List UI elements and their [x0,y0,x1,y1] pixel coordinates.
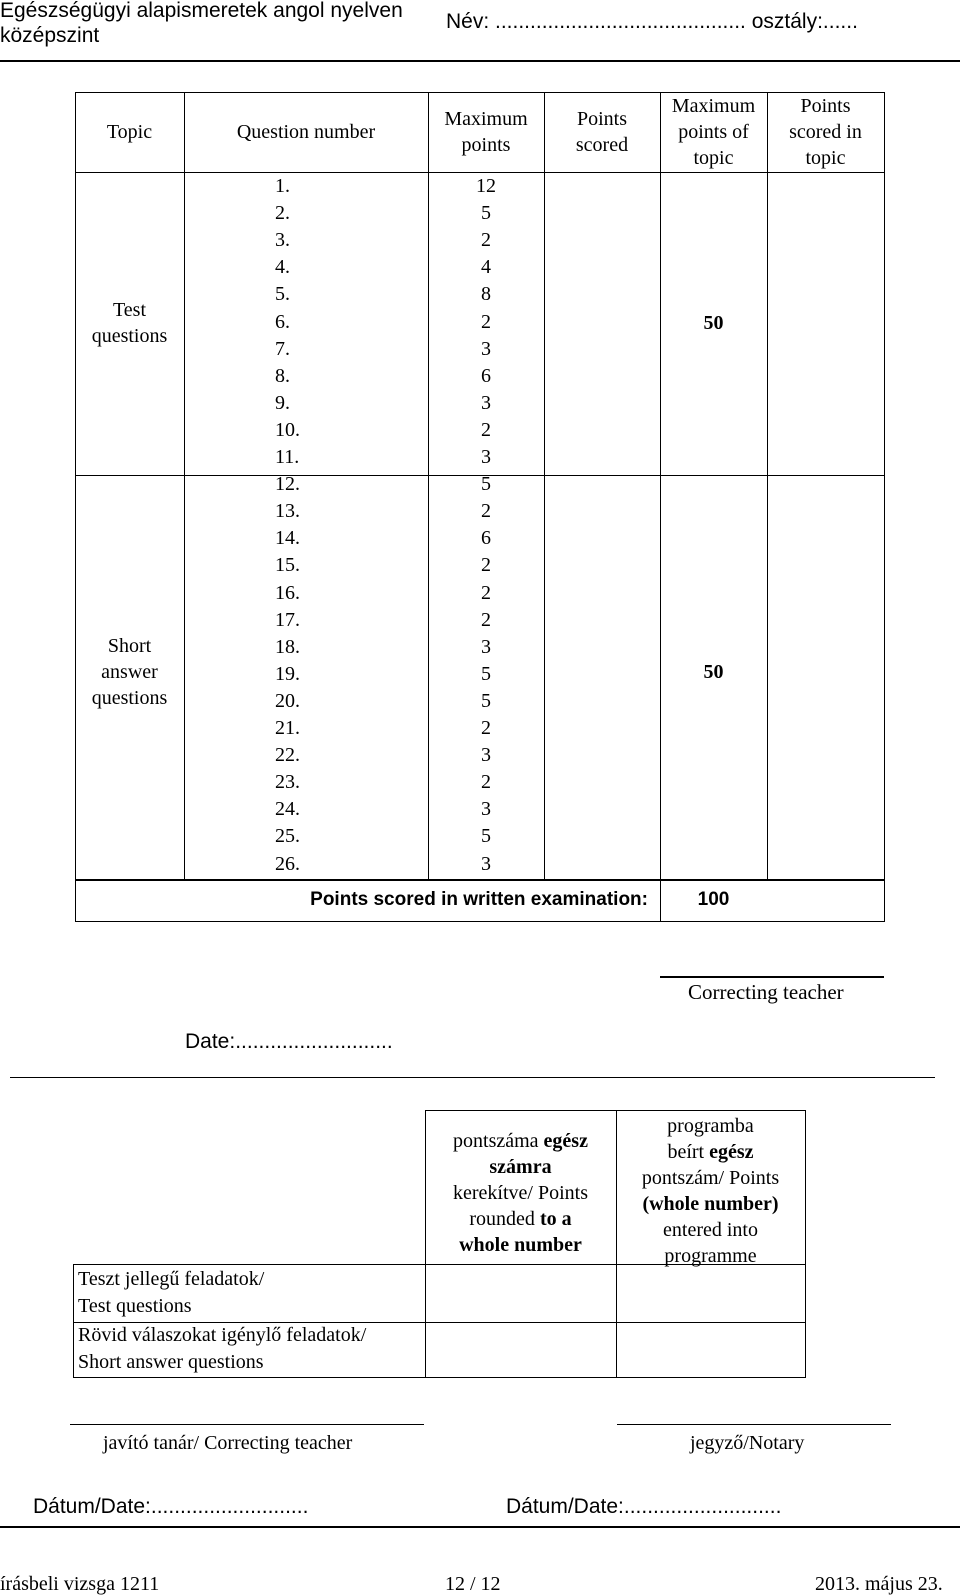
question-number: 22. [275,744,300,767]
question-number: 11. [275,446,300,468]
total-row-label [75,880,660,920]
question-number: 14. [275,527,300,550]
question-number: 6. [275,310,290,333]
header-text: egész [543,1130,588,1152]
teacher-signature-label: javító tanár/ Correcting teacher [103,1432,353,1454]
header-rule [0,60,960,62]
correcting-teacher-rule [660,976,884,978]
header-text: scored [575,134,629,156]
question-number: 13. [275,500,300,523]
header-text: beírt [667,1141,710,1163]
max-points-value: 12 [476,175,496,197]
table-border [425,1110,806,1111]
header-text: (whole number) [642,1193,779,1215]
table-border [73,1377,806,1378]
question-number: 20. [275,689,300,712]
max-points-value: 3 [481,337,491,360]
question-number: 9. [275,391,290,414]
topic-text: Short [107,635,152,657]
max-points-value: 3 [481,744,491,767]
max-points-value: 4 [481,256,491,279]
max-points-value: 2 [481,418,491,441]
table-border [75,921,885,922]
header-text: kerekítve/ Points [453,1182,588,1204]
max-points-value: 3 [481,391,491,414]
table-border [805,1110,806,1378]
header-text: Points [800,95,851,117]
header-text: topic [805,147,846,169]
notary-signature-line [617,1424,891,1425]
name-class-field: Név: ........................................... osztály:...... [446,10,858,33]
header-text: rounded [469,1208,540,1230]
notary-date-field: Dátum/Date:........................... [506,1495,782,1518]
header-points-scored [544,106,660,158]
programme-points-header [616,1113,805,1269]
question-number: 4. [275,256,290,279]
exam-title [0,0,403,48]
header-text: points [461,134,511,156]
max-points-value: 8 [481,283,491,306]
exam-title-line1: Egészségügyi alapismeretek angol nyelven [0,0,403,22]
table-border [767,92,768,880]
header-text: programme [664,1245,757,1267]
row-text: Teszt jellegű feladatok/ [78,1268,265,1290]
max-points-value: 2 [481,229,491,252]
max-points-value: 3 [481,798,491,821]
max-points-value: 3 [481,635,491,658]
header-text: Maximum [444,108,528,130]
table-border [184,92,185,880]
max-points-value: 6 [481,527,491,550]
question-number: 24. [275,798,300,821]
max-points-value: 6 [481,364,491,387]
grading-table [75,92,885,922]
date-field: Date:........................... [185,1030,393,1053]
topic-text: Test [112,299,147,321]
max-points-value: 2 [481,771,491,794]
header-maximum-points-topic [660,93,767,171]
teacher-signature-line [70,1424,424,1425]
max-points-value: 2 [481,554,491,577]
row-text: Short answer questions [78,1351,264,1373]
max-points-value: 5 [481,662,491,685]
topic-text: answer [101,661,158,683]
max-points-value: 2 [481,717,491,739]
footer-date: 2013. május 23. [815,1573,943,1595]
total-label: Points scored in written examination: [310,889,648,910]
rounded-points-header [425,1128,616,1258]
header-text: whole number [459,1234,582,1256]
question-number: 21. [275,717,300,739]
header-text: scored in [789,121,862,143]
table-border [75,92,76,880]
correcting-teacher-label: Correcting teacher [688,980,844,1004]
summary-row-short [78,1322,366,1376]
question-number: 25. [275,825,300,848]
header-maximum-points [428,106,544,158]
header-text: számra [489,1156,552,1178]
max-topic-short: 50 [703,661,724,683]
table-border [544,92,545,880]
question-number: 10. [275,418,300,441]
topic-text: questions [91,325,168,347]
max-points-value: 2 [481,581,491,604]
header-text: points of [678,121,749,143]
max-points-value: 2 [481,500,491,523]
question-number: 8. [275,364,290,387]
footer-exam-code: írásbeli vizsga 1211 [0,1573,160,1595]
max-points-value: 5 [481,473,491,496]
question-number: 18. [275,635,300,658]
question-number: 26. [275,852,300,875]
question-number: 19. [275,662,300,685]
max-points-value: 3 [481,852,491,875]
header-question-number: Question number [236,121,376,143]
header-text: Points [576,108,628,130]
topic-text: questions [91,687,168,709]
header-text: egész [709,1141,754,1163]
summary-row-test [78,1266,264,1320]
max-points-value: 5 [481,825,491,848]
summary-table [73,1110,806,1378]
footer-page-number: 12 / 12 [445,1573,501,1595]
table-border [660,92,661,922]
notary-signature-label: jegyző/Notary [690,1432,805,1454]
max-points-value: 5 [481,689,491,712]
header-text: Maximum [671,95,756,117]
question-number: 1. [275,175,290,197]
question-number: 15. [275,554,300,577]
header-text: entered into [663,1219,758,1241]
header-text: programba [667,1115,754,1137]
header-points-scored-topic [767,93,884,171]
row-text: Test questions [78,1295,192,1317]
total-value: 100 [697,889,730,910]
question-number: 5. [275,283,290,306]
max-points-value: 2 [481,310,491,333]
question-number: 17. [275,608,300,631]
footer-rule [0,1526,960,1528]
question-number: 16. [275,581,300,604]
section-rule [10,1077,935,1078]
max-points-value: 2 [481,608,491,631]
header-text: to a [539,1208,572,1230]
topic-test-questions [75,297,184,349]
header-text: pontszáma [453,1130,544,1152]
row-text: Rövid válaszokat igénylő feladatok/ [78,1324,367,1346]
exam-title-line2: középszint [0,24,100,47]
table-border [884,92,885,922]
max-points-value: 3 [481,446,491,468]
question-number: 2. [275,202,290,225]
max-points-value: 5 [481,202,491,225]
question-number: 7. [275,337,290,360]
topic-short-answer [75,633,184,711]
teacher-date-field: Dátum/Date:........................... [33,1495,309,1518]
header-topic: Topic [106,121,153,143]
table-border [73,1264,74,1378]
question-number: 23. [275,771,300,794]
header-text: topic [693,147,734,169]
question-number: 12. [275,473,300,496]
max-topic-test: 50 [703,312,724,334]
question-number: 3. [275,229,290,252]
header-text: pontszám/ Points [641,1167,780,1189]
